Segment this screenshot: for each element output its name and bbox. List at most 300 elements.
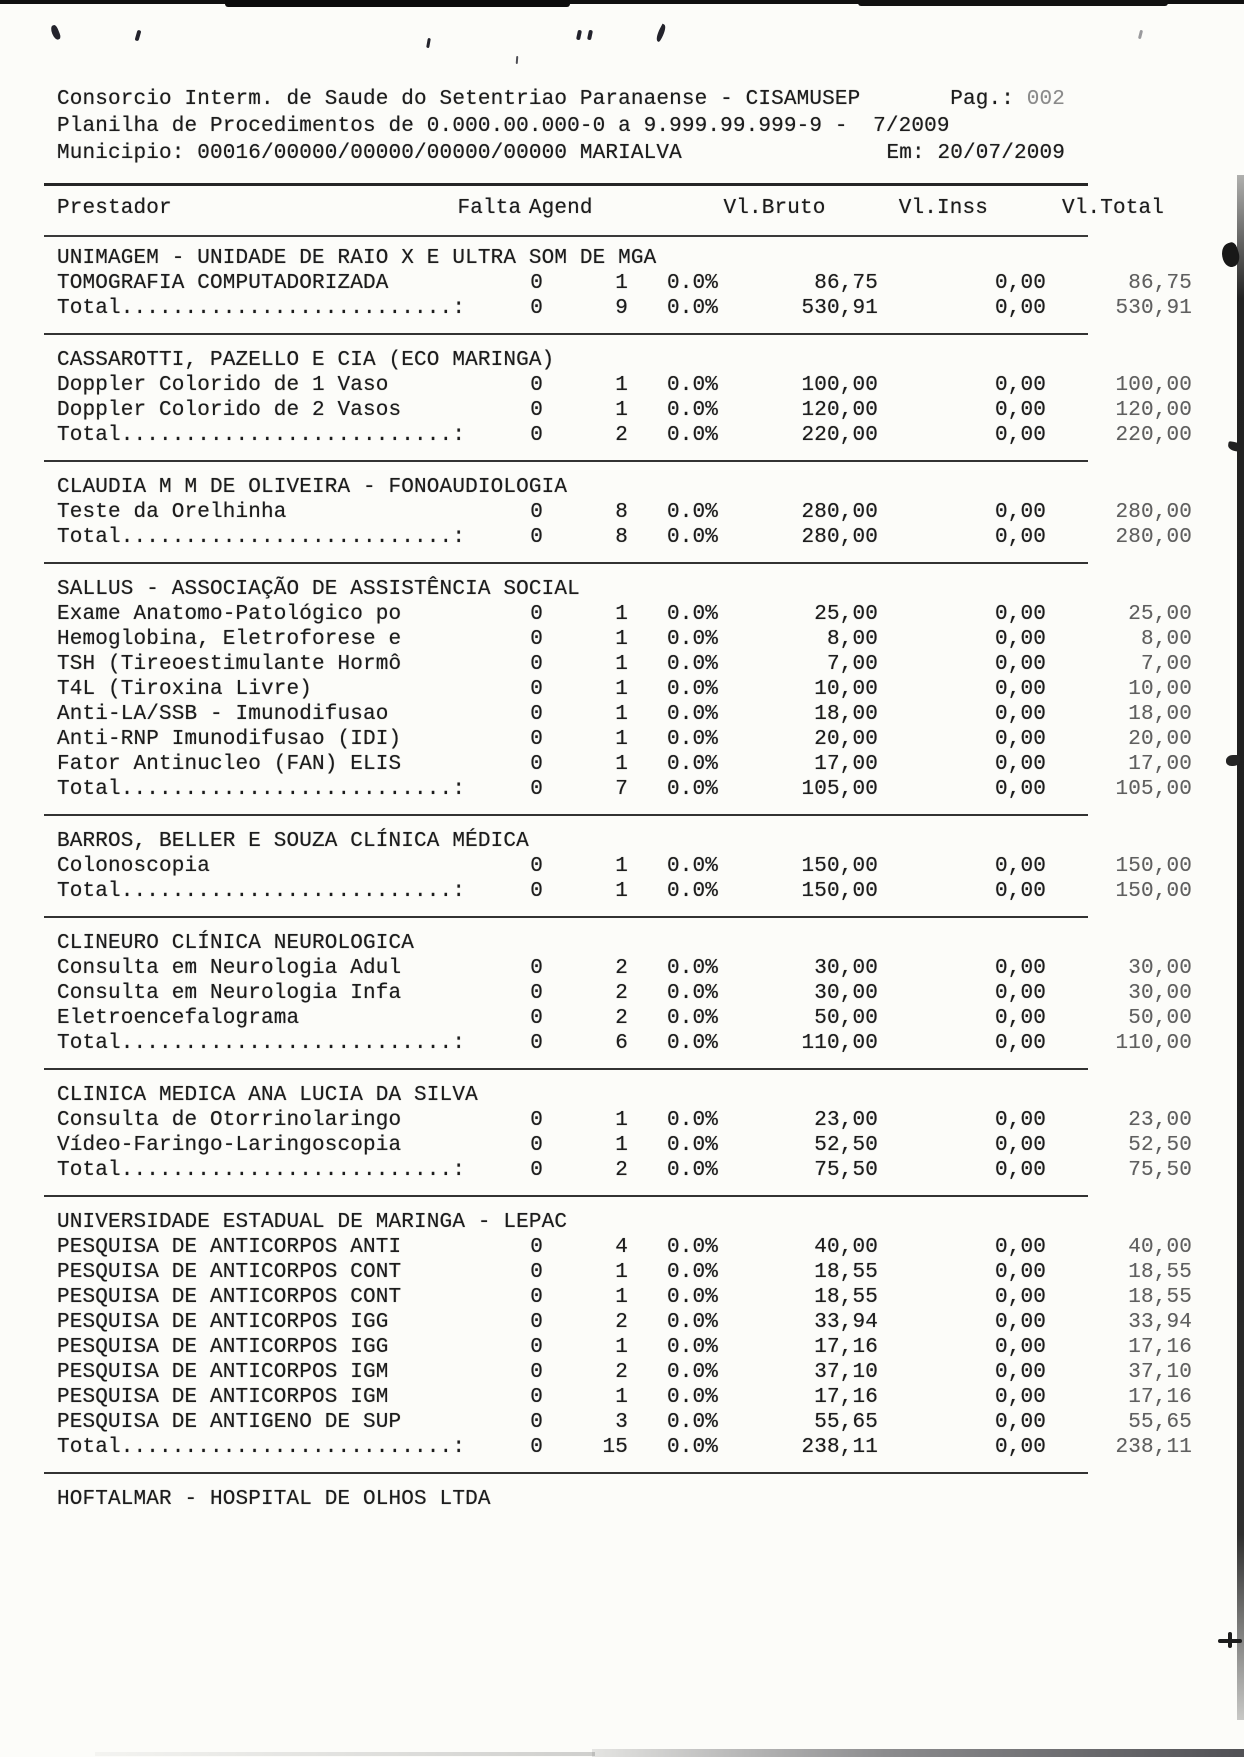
cell-name: Total..........................: (57, 778, 466, 801)
cell-bruto: 33,94 (814, 1311, 878, 1334)
cell-falta: 0 (530, 628, 543, 651)
cell-inss: 0,00 (994, 855, 1046, 878)
cell-pct: 0.0% (666, 1032, 718, 1055)
cell-name: T4L (Tiroxina Livre) (57, 678, 313, 701)
cell-inss: 0,00 (994, 1261, 1046, 1284)
cell-inss: 0,00 (994, 653, 1046, 676)
header-rule (44, 183, 1088, 186)
table-row (57, 956, 1192, 981)
cell-agend: 2 (615, 1311, 628, 1334)
provider-section (57, 348, 1192, 448)
cell-falta: 0 (530, 653, 543, 676)
ink-speck (587, 30, 593, 41)
cell-pct: 0.0% (666, 1311, 718, 1334)
table-row (57, 981, 1192, 1006)
report-content (57, 86, 1192, 1512)
cell-total: 50,00 (1128, 1007, 1192, 1030)
section-divider-line (44, 1195, 1088, 1197)
cell-agend: 1 (615, 678, 628, 701)
cell-total: 105,00 (1115, 778, 1192, 801)
table-row (57, 398, 1192, 423)
section-divider-line (44, 562, 1088, 564)
cell-total: 17,16 (1128, 1336, 1192, 1359)
cell-total: 30,00 (1128, 982, 1192, 1005)
cell-total: 280,00 (1115, 526, 1192, 549)
provider-name: CLINEURO CLÍNICA NEUROLOGICA (57, 932, 415, 955)
cell-pct: 0.0% (666, 678, 718, 701)
cell-pct: 0.0% (666, 297, 718, 320)
cell-bruto: 55,65 (814, 1411, 878, 1434)
cell-name: PESQUISA DE ANTICORPOS IGM (57, 1386, 389, 1409)
cell-falta: 0 (530, 1109, 543, 1132)
table-row (57, 1235, 1192, 1260)
cell-agend: 1 (615, 603, 628, 626)
cell-bruto: 238,11 (801, 1436, 878, 1459)
cell-falta: 0 (530, 424, 543, 447)
cell-bruto: 110,00 (801, 1032, 878, 1055)
cell-bruto: 280,00 (801, 501, 878, 524)
cell-bruto: 7,00 (826, 653, 878, 676)
provider-name: SALLUS - ASSOCIAÇÃO DE ASSISTÊNCIA SOCIAL (57, 578, 580, 601)
table-row (57, 602, 1192, 627)
provider-name: UNIVERSIDADE ESTADUAL DE MARINGA - LEPAC (57, 1211, 568, 1234)
cell-pct: 0.0% (666, 603, 718, 626)
cell-bruto: 50,00 (814, 1007, 878, 1030)
cell-inss: 0,00 (994, 778, 1046, 801)
cell-total: 23,00 (1128, 1109, 1192, 1132)
section-divider-line (44, 1472, 1088, 1474)
table-row (57, 702, 1192, 727)
cell-name: Total..........................: (57, 1436, 466, 1459)
cell-inss: 0,00 (994, 1109, 1046, 1132)
cell-name: Eletroencefalograma (57, 1007, 300, 1030)
cell-falta: 0 (530, 1286, 543, 1309)
cell-bruto: 37,10 (814, 1361, 878, 1384)
provider-section (57, 577, 1192, 802)
cell-total: 40,00 (1128, 1236, 1192, 1259)
cell-pct: 0.0% (666, 399, 718, 422)
cell-pct: 0.0% (666, 1436, 718, 1459)
cell-agend: 1 (615, 1109, 628, 1132)
header-line-1 (57, 86, 1065, 113)
cell-name: Exame Anatomo-Patológico po (57, 603, 402, 626)
cell-pct: 0.0% (666, 1361, 718, 1384)
report-header (57, 86, 1192, 167)
cell-falta: 0 (530, 1336, 543, 1359)
cell-total: 17,00 (1128, 753, 1192, 776)
column-header-bruto: Vl.Bruto (723, 197, 826, 220)
cell-bruto: 10,00 (814, 678, 878, 701)
cell-agend: 9 (615, 297, 628, 320)
cell-bruto: 52,50 (814, 1134, 878, 1157)
cell-bruto: 30,00 (814, 957, 878, 980)
cell-pct: 0.0% (666, 880, 718, 903)
table-row (57, 752, 1192, 777)
scan-bottom-edge (592, 1749, 1244, 1757)
cell-falta: 0 (530, 1261, 543, 1284)
provider-name: UNIMAGEM - UNIDADE DE RAIO X E ULTRA SOM DE MGA (57, 247, 657, 270)
cell-inss: 0,00 (994, 628, 1046, 651)
table-row (57, 1133, 1192, 1158)
total-row (57, 879, 1192, 904)
cell-pct: 0.0% (666, 753, 718, 776)
scan-right-edge-band (1237, 175, 1244, 1720)
table-row (57, 373, 1192, 398)
cell-bruto: 18,55 (814, 1286, 878, 1309)
section-divider-line (44, 814, 1088, 816)
cell-name: Total..........................: (57, 1159, 466, 1182)
column-header-spacer (593, 196, 677, 221)
cell-agend: 1 (615, 399, 628, 422)
cell-agend: 1 (615, 628, 628, 651)
ink-speck (135, 30, 142, 42)
cell-bruto: 18,55 (814, 1261, 878, 1284)
cell-name: Consulta em Neurologia Infa (57, 982, 402, 1005)
cell-inss: 0,00 (994, 1159, 1046, 1182)
cell-falta: 0 (530, 703, 543, 726)
total-row (57, 296, 1192, 321)
cell-pct: 0.0% (666, 272, 718, 295)
cell-bruto: 100,00 (801, 374, 878, 397)
cell-bruto: 105,00 (801, 778, 878, 801)
emission-date: Em: 20/07/2009 (886, 142, 1065, 165)
cell-bruto: 75,50 (814, 1159, 878, 1182)
cell-falta: 0 (530, 957, 543, 980)
cell-name: Teste da Orelhinha (57, 501, 287, 524)
cell-falta: 0 (530, 374, 543, 397)
cell-pct: 0.0% (666, 1411, 718, 1434)
cell-inss: 0,00 (994, 1411, 1046, 1434)
provider-section (57, 829, 1192, 904)
cell-total: 150,00 (1115, 880, 1192, 903)
cell-name: Total..........................: (57, 424, 466, 447)
cell-total: 18,55 (1128, 1261, 1192, 1284)
cell-total: 30,00 (1128, 957, 1192, 980)
provider-section (57, 1083, 1192, 1183)
cell-pct: 0.0% (666, 1159, 718, 1182)
provider-section (57, 246, 1192, 321)
cell-pct: 0.0% (666, 703, 718, 726)
cell-total: 18,55 (1128, 1286, 1192, 1309)
cell-pct: 0.0% (666, 1236, 718, 1259)
cell-inss: 0,00 (994, 678, 1046, 701)
ink-speck (49, 24, 61, 41)
cell-agend: 2 (615, 982, 628, 1005)
cell-agend: 2 (615, 424, 628, 447)
cell-falta: 0 (530, 1311, 543, 1334)
cell-name: PESQUISA DE ANTICORPOS IGM (57, 1361, 389, 1384)
cell-inss: 0,00 (994, 957, 1046, 980)
cell-agend: 15 (602, 1436, 628, 1459)
column-header-rule (44, 235, 1088, 237)
cell-falta: 0 (530, 678, 543, 701)
cell-name: Colonoscopia (57, 855, 211, 878)
section-divider-line (44, 460, 1088, 462)
cell-pct: 0.0% (666, 374, 718, 397)
cell-falta: 0 (530, 526, 543, 549)
scan-bottom-edge (95, 1752, 595, 1756)
cell-inss: 0,00 (994, 1361, 1046, 1384)
cell-bruto: 17,00 (814, 753, 878, 776)
cell-falta: 0 (530, 753, 543, 776)
cell-total: 52,50 (1128, 1134, 1192, 1157)
cell-falta: 0 (530, 1361, 543, 1384)
cell-bruto: 40,00 (814, 1236, 878, 1259)
provider-section (57, 931, 1192, 1056)
cell-name: Anti-RNP Imunodifusao (IDI) (57, 728, 402, 751)
table-row (57, 1410, 1192, 1435)
cell-bruto: 17,16 (814, 1336, 878, 1359)
cell-agend: 1 (615, 272, 628, 295)
cell-falta: 0 (530, 297, 543, 320)
section-divider-line (44, 333, 1088, 335)
cell-bruto: 25,00 (814, 603, 878, 626)
cell-name: TOMOGRAFIA COMPUTADORIZADA (57, 272, 389, 295)
total-row (57, 525, 1192, 550)
cell-name: Consulta de Otorrinolaringo (57, 1109, 402, 1132)
ink-blot (1228, 1632, 1232, 1648)
cell-pct: 0.0% (666, 1109, 718, 1132)
cell-agend: 8 (615, 526, 628, 549)
cell-inss: 0,00 (994, 1134, 1046, 1157)
table-row (57, 500, 1192, 525)
provider-name: CLINICA MEDICA ANA LUCIA DA SILVA (57, 1084, 478, 1107)
cell-bruto: 8,00 (826, 628, 878, 651)
cell-bruto: 23,00 (814, 1109, 878, 1132)
cell-total: 33,94 (1128, 1311, 1192, 1334)
cell-agend: 1 (615, 728, 628, 751)
header-line-2 (57, 113, 1065, 140)
cell-total: 110,00 (1115, 1032, 1192, 1055)
ink-speck (576, 30, 582, 41)
cell-falta: 0 (530, 880, 543, 903)
cell-pct: 0.0% (666, 424, 718, 447)
cell-bruto: 30,00 (814, 982, 878, 1005)
cell-agend: 4 (615, 1236, 628, 1259)
total-row (57, 1031, 1192, 1056)
cell-agend: 2 (615, 1159, 628, 1182)
cell-agend: 1 (615, 855, 628, 878)
ink-speck (426, 38, 431, 48)
table-row (57, 1335, 1192, 1360)
cell-name: PESQUISA DE ANTICORPOS IGG (57, 1311, 389, 1334)
cell-bruto: 120,00 (801, 399, 878, 422)
cell-falta: 0 (530, 728, 543, 751)
cell-total: 120,00 (1115, 399, 1192, 422)
cell-total: 8,00 (1140, 628, 1192, 651)
cell-pct: 0.0% (666, 628, 718, 651)
table-column-header (57, 196, 1192, 221)
cell-total: 7,00 (1140, 653, 1192, 676)
cell-pct: 0.0% (666, 1261, 718, 1284)
section-divider-line (44, 916, 1088, 918)
cell-inss: 0,00 (994, 1236, 1046, 1259)
total-row (57, 777, 1192, 802)
cell-pct: 0.0% (666, 728, 718, 751)
cell-falta: 0 (530, 1134, 543, 1157)
cell-total: 55,65 (1128, 1411, 1192, 1434)
column-header-inss: Vl.Inss (898, 197, 989, 220)
report-title: Consorcio Interm. de Saude do Setentriao Paranaense - CISAMUSEP (57, 88, 861, 111)
cell-agend: 1 (615, 374, 628, 397)
cell-total: 86,75 (1128, 272, 1192, 295)
cell-falta: 0 (530, 1236, 543, 1259)
provider-name: HOFTALMAR - HOSPITAL DE OLHOS LTDA (57, 1488, 491, 1511)
cell-name: PESQUISA DE ANTICORPOS ANTI (57, 1236, 402, 1259)
cell-bruto: 220,00 (801, 424, 878, 447)
cell-pct: 0.0% (666, 526, 718, 549)
cell-total: 220,00 (1115, 424, 1192, 447)
cell-total: 25,00 (1128, 603, 1192, 626)
municipality: Municipio: 00016/00000/00000/00000/00000 MARIALVA (57, 142, 682, 165)
cell-name: Total..........................: (57, 880, 466, 903)
cell-falta: 0 (530, 603, 543, 626)
section-divider-line (44, 1068, 1088, 1070)
cell-total: 75,50 (1128, 1159, 1192, 1182)
cell-agend: 1 (615, 703, 628, 726)
ink-blot (1226, 755, 1240, 766)
table-row (57, 1360, 1192, 1385)
cell-inss: 0,00 (994, 1286, 1046, 1309)
page-number: Pag.: 002 (950, 88, 1065, 111)
table-row (57, 727, 1192, 752)
cell-pct: 0.0% (666, 982, 718, 1005)
cell-falta: 0 (530, 1159, 543, 1182)
cell-pct: 0.0% (666, 1134, 718, 1157)
ink-speck (654, 24, 668, 43)
cell-name: Total..........................: (57, 1032, 466, 1055)
cell-agend: 1 (615, 653, 628, 676)
column-header-prestador: Prestador (57, 197, 172, 220)
table-row (57, 1385, 1192, 1410)
cell-name: PESQUISA DE ANTICORPOS CONT (57, 1286, 402, 1309)
cell-falta: 0 (530, 982, 543, 1005)
cell-bruto: 280,00 (801, 526, 878, 549)
cell-pct: 0.0% (666, 501, 718, 524)
cell-falta: 0 (530, 855, 543, 878)
cell-agend: 2 (615, 1361, 628, 1384)
cell-total: 530,91 (1115, 297, 1192, 320)
cell-agend: 6 (615, 1032, 628, 1055)
cell-falta: 0 (530, 778, 543, 801)
cell-inss: 0,00 (994, 526, 1046, 549)
cell-agend: 8 (615, 501, 628, 524)
cell-pct: 0.0% (666, 1286, 718, 1309)
cell-agend: 1 (615, 1336, 628, 1359)
cell-falta: 0 (530, 1032, 543, 1055)
cell-falta: 0 (530, 399, 543, 422)
scan-top-edge-segment (225, 0, 570, 7)
ink-speck (516, 56, 519, 64)
cell-agend: 1 (615, 880, 628, 903)
ink-speck (1138, 30, 1143, 39)
cell-name: PESQUISA DE ANTICORPOS IGG (57, 1336, 389, 1359)
cell-agend: 3 (615, 1411, 628, 1434)
cell-inss: 0,00 (994, 1386, 1046, 1409)
table-row (57, 652, 1192, 677)
column-header-total: Vl.Total (1061, 197, 1165, 220)
cell-name: Doppler Colorido de 1 Vaso (57, 374, 389, 397)
provider-section (57, 475, 1192, 550)
cell-total: 280,00 (1115, 501, 1192, 524)
cell-inss: 0,00 (994, 1007, 1046, 1030)
cell-agend: 1 (615, 1286, 628, 1309)
cell-inss: 0,00 (994, 374, 1046, 397)
cell-inss: 0,00 (994, 703, 1046, 726)
provider-name: CLAUDIA M M DE OLIVEIRA - FONOAUDIOLOGIA (57, 476, 568, 499)
cell-bruto: 20,00 (814, 728, 878, 751)
cell-agend: 7 (615, 778, 628, 801)
table-row (57, 854, 1192, 879)
cell-bruto: 17,16 (814, 1386, 878, 1409)
cell-name: Doppler Colorido de 2 Vasos (57, 399, 402, 422)
cell-total: 17,16 (1128, 1386, 1192, 1409)
cell-inss: 0,00 (994, 1311, 1046, 1334)
cell-bruto: 150,00 (801, 855, 878, 878)
cell-inss: 0,00 (994, 297, 1046, 320)
cell-agend: 1 (615, 1134, 628, 1157)
cell-name: Hemoglobina, Eletroforese e (57, 628, 402, 651)
table-row (57, 677, 1192, 702)
cell-total: 100,00 (1115, 374, 1192, 397)
cell-bruto: 530,91 (801, 297, 878, 320)
cell-inss: 0,00 (994, 728, 1046, 751)
cell-falta: 0 (530, 272, 543, 295)
cell-name: Fator Antinucleo (FAN) ELIS (57, 753, 402, 776)
cell-pct: 0.0% (666, 653, 718, 676)
provider-name: CASSAROTTI, PAZELLO E CIA (ECO MARINGA) (57, 349, 555, 372)
cell-inss: 0,00 (994, 603, 1046, 626)
cell-name: Total..........................: (57, 297, 466, 320)
cell-total: 10,00 (1128, 678, 1192, 701)
provider-name: BARROS, BELLER E SOUZA CLÍNICA MÉDICA (57, 830, 529, 853)
total-row (57, 423, 1192, 448)
cell-name: PESQUISA DE ANTIGENO DE SUP (57, 1411, 402, 1434)
total-row (57, 1435, 1192, 1460)
cell-name: TSH (Tireoestimulante Hormô (57, 653, 402, 676)
cell-total: 20,00 (1128, 728, 1192, 751)
cell-bruto: 18,00 (814, 703, 878, 726)
cell-falta: 0 (530, 1411, 543, 1434)
cell-inss: 0,00 (994, 424, 1046, 447)
table-row (57, 627, 1192, 652)
cell-name: Consulta em Neurologia Adul (57, 957, 402, 980)
cell-pct: 0.0% (666, 1007, 718, 1030)
cell-bruto: 86,75 (814, 272, 878, 295)
cell-falta: 0 (530, 1007, 543, 1030)
cell-total: 18,00 (1128, 703, 1192, 726)
provider-sections (57, 246, 1192, 1512)
cell-bruto: 150,00 (801, 880, 878, 903)
cell-total: 150,00 (1115, 855, 1192, 878)
total-row (57, 1158, 1192, 1183)
provider-section (57, 1487, 1192, 1512)
cell-pct: 0.0% (666, 1336, 718, 1359)
cell-pct: 0.0% (666, 855, 718, 878)
provider-section (57, 1210, 1192, 1460)
cell-name: Anti-LA/SSB - Imunodifusao (57, 703, 389, 726)
cell-total: 238,11 (1115, 1436, 1192, 1459)
cell-inss: 0,00 (994, 753, 1046, 776)
table-row (57, 1285, 1192, 1310)
cell-inss: 0,00 (994, 880, 1046, 903)
header-line-3 (57, 140, 1065, 167)
report-subtitle: Planilha de Procedimentos de 0.000.00.000-0 a 9.999.99.999-9 - 7/2009 (57, 115, 950, 138)
cell-pct: 0.0% (666, 1386, 718, 1409)
cell-falta: 0 (530, 1436, 543, 1459)
table-row (57, 1260, 1192, 1285)
cell-inss: 0,00 (994, 501, 1046, 524)
